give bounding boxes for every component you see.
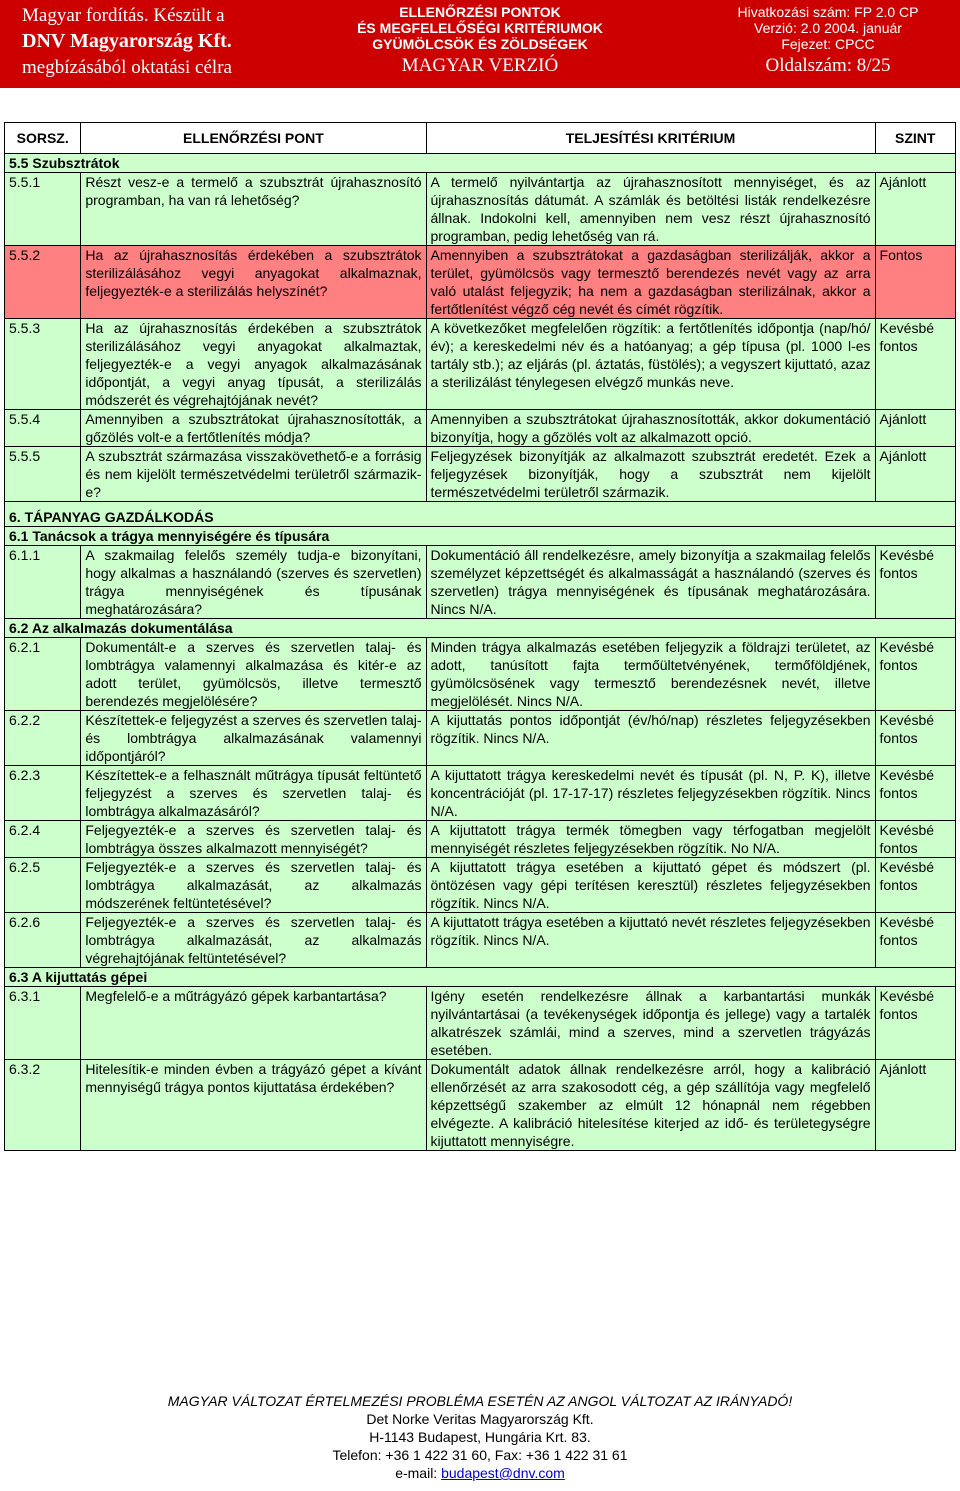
header-left-line2: DNV Magyarország Kft. — [22, 30, 232, 52]
header-right — [708, 4, 948, 78]
checklist-table — [4, 122, 956, 1151]
compliance-criterion: A kijuttatott trágya kereskedelmi nevét és típusát (pl. N, P. K), illetve koncentrációját (pl. 17-17-17) részletes feljegyzésekben rögzítik. Nincs N/A. — [426, 766, 875, 821]
level: Ajánlott — [875, 1060, 955, 1151]
table-row — [5, 319, 956, 410]
footer-company: Det Norke Veritas Magyarország Kft. — [366, 1411, 594, 1427]
control-point: Készítettek-e a felhasznált műtrágya típusát feltüntető feljegyzést a szerves és szervetlen talaj- és lombtrágya alkalmazásáról? — [81, 766, 426, 821]
table-row — [5, 410, 956, 447]
row-number: 5.5.4 — [5, 410, 81, 447]
section-row — [5, 968, 956, 987]
level: Ajánlott — [875, 173, 955, 246]
row-number: 5.5.3 — [5, 319, 81, 410]
footer-email-label: e-mail: — [395, 1465, 442, 1481]
compliance-criterion: Dokumentált adatok állnak rendelkezésre arról, hogy a kalibráció ellenőrzését az arra szakosodott cég, a gép szállítója vagy megfelelő képzettségű szakember az elmúlt 12 hónapnál nem régebben elvégezte. A kalibráció hitelesítése kiterjed az idő- és területegységre kijuttatott mennyiségre. — [426, 1060, 875, 1151]
table-row — [5, 821, 956, 858]
row-number: 6.3.2 — [5, 1060, 81, 1151]
footer-phone: Telefon: +36 1 422 31 60, Fax: +36 1 422 31 61 — [332, 1447, 628, 1463]
row-number: 5.5.1 — [5, 173, 81, 246]
control-point: A szakmailag felelős személy tudja-e bizonyítani, hogy alkalmas a használandó (szerves és szervetlen) trágya mennyiségének és típusának meghatározására? — [81, 546, 426, 619]
control-point: Ha az újrahasznosítás érdekében a szubsztrátok sterilizálásához vegyi anyagokat alkalmaznak, feljegyezték-e a sterilizálás helyszínét? — [81, 246, 426, 319]
level: Ajánlott — [875, 447, 955, 502]
section-title: 6.2 Az alkalmazás dokumentálása — [5, 619, 956, 638]
row-number: 6.2.2 — [5, 711, 81, 766]
row-number: 6.2.6 — [5, 913, 81, 968]
email-link[interactable]: budapest@dnv.com — [441, 1465, 565, 1481]
level: Kevésbé fontos — [875, 711, 955, 766]
table-row — [5, 173, 956, 246]
header-right-line2: Verzió: 2.0 2004. január — [754, 20, 902, 36]
control-point: Hitelesítik-e minden évben a trágyázó gépet a kívánt mennyiségű trágya pontos kijuttatása érdekében? — [81, 1060, 426, 1151]
section-row — [5, 502, 956, 527]
level: Kevésbé fontos — [875, 913, 955, 968]
table-row — [5, 1060, 956, 1151]
section-title: 5.5 Szubsztrátok — [5, 154, 956, 173]
control-point: Részt vesz-e a termelő a szubsztrát újrahasznosító programban, ha van rá lehetőség? — [81, 173, 426, 246]
compliance-criterion: A kijuttatott trágya esetében a kijuttató gépet és módszert (pl. öntözésen vagy gépi terítésen keresztül) részletes feljegyzésekben rögzítik. Nincs N/A. — [426, 858, 875, 913]
control-point: Feljegyezték-e a szerves és szervetlen talaj- és lombtrágya alkalmazását, az alkalmazás végrehajtójának feltüntetésével? — [81, 913, 426, 968]
header-right-line3: Fejezet: CPCC — [781, 36, 875, 52]
table-row — [5, 246, 956, 319]
footer-address: H-1143 Budapest, Hungária Krt. 83. — [369, 1429, 591, 1445]
level: Fontos — [875, 246, 955, 319]
footer-email-line — [0, 1464, 960, 1482]
compliance-criterion: A kijuttatott trágya esetében a kijuttató nevét részletes feljegyzésekben rögzítik. Nincs N/A. — [426, 913, 875, 968]
level: Kevésbé fontos — [875, 987, 955, 1060]
control-point: Dokumentált-e a szerves és szervetlen talaj- és lombtrágya valamennyi alkalmazása és kitér-e az adott terület, gyümölcsös, illetve termesztő berendezés megjelölésére? — [81, 638, 426, 711]
compliance-criterion: Igény esetén rendelkezésre állnak a karbantartási munkák nyilvántartásai (a tevékenységek időpontja és jellege) vagy a tartalék alkatrészek számlái, mind a szerves, mind a szervetlen trágyázás esetében. — [426, 987, 875, 1060]
table-row — [5, 766, 956, 821]
row-number: 6.2.1 — [5, 638, 81, 711]
compliance-criterion: Minden trágya alkalmazás esetében feljegyzik a földrajzi területet, az adott, tanúsított fajta termőültetvényének, termőföldjének, gyümölcsösének vagy termesztő berendezésnek nevét, illetve megjelölését. Nincs N/A. — [426, 638, 875, 711]
header-point: ELLENŐRZÉSI PONT — [81, 123, 426, 154]
header-right-line4: Oldalszám: 8/25 — [765, 55, 891, 76]
section-row — [5, 154, 956, 173]
control-point: Megfelelő-e a műtrágyázó gépek karbantartása? — [81, 987, 426, 1060]
header-left — [22, 4, 232, 80]
header-criterion: TELJESÍTÉSI KRITÉRIUM — [426, 123, 875, 154]
table-row — [5, 638, 956, 711]
table-row — [5, 987, 956, 1060]
section-row — [5, 527, 956, 546]
level: Kevésbé fontos — [875, 319, 955, 410]
row-number: 6.2.3 — [5, 766, 81, 821]
level: Kevésbé fontos — [875, 858, 955, 913]
compliance-criterion: A következőket megfelelően rögzítik: a fertőtlenítés időpontja (nap/hó/év); a kereskedelmi név és a hatóanyag; a gép típusa (pl. 1000 l-es tartály stb.); az eljárás (pl. áztatás, füstölés); a vegyszert kijuttató, azaz a sterilizálást ténylegesen elvégző munkás neve. — [426, 319, 875, 410]
row-number: 5.5.5 — [5, 447, 81, 502]
table-row — [5, 913, 956, 968]
header-num: SORSZ. — [5, 123, 81, 154]
header-center-line4: MAGYAR VERZIÓ — [401, 55, 559, 76]
compliance-criterion: Feljegyzések bizonyítják az alkalmazott szubsztrát eredetét. Ezek a feljegyzések bizonyítják, hogy a szubsztrát nem kijelölt természetvédelmi területről származik. — [426, 447, 875, 502]
level: Kevésbé fontos — [875, 821, 955, 858]
section-row — [5, 619, 956, 638]
header-center-line3: GYÜMÖLCSÖK ÉS ZÖLDSÉGEK — [372, 36, 588, 52]
control-point: Feljegyezték-e a szerves és szervetlen talaj- és lombtrágya összes alkalmazott mennyiségét? — [81, 821, 426, 858]
row-number: 6.2.4 — [5, 821, 81, 858]
level: Kevésbé fontos — [875, 766, 955, 821]
row-number: 6.3.1 — [5, 987, 81, 1060]
table-row — [5, 447, 956, 502]
header-center — [330, 4, 630, 78]
page-header — [0, 0, 960, 88]
compliance-criterion: Amennyiben a szubsztrátokat újrahasznosították, akkor dokumentáció bizonyítja, hogy a gőzölés volt az alkalmazott opció. — [426, 410, 875, 447]
compliance-criterion: Amennyiben a szubsztrátokat a gazdaságban sterilizálják, akkor a terület, gyümölcsös vagy termesztő berendezés nevét vagy az arra való utalást feljegyzik; ha nem a gazdaságban sterilizálnak, akkor a fertőtlenítést végző cég nevét és címét rögzítik. — [426, 246, 875, 319]
compliance-criterion: A termelő nyilvántartja az újrahasznosított mennyiséget, és az újrahasznosítás dátumát. A számlák és betöltési listák rendelkezésre állnak. Indokolni kell, amennyiben nem vesz részt újrahasznosító programban, pedig lehetőség van rá. — [426, 173, 875, 246]
section-title: 6. TÁPANYAG GAZDÁLKODÁS — [5, 502, 956, 527]
table-row — [5, 711, 956, 766]
row-number: 5.5.2 — [5, 246, 81, 319]
compliance-criterion: A kijuttatás pontos időpontját (év/hó/nap) részletes feljegyzésekben rögzítik. Nincs N/A. — [426, 711, 875, 766]
control-point: Feljegyezték-e a szerves és szervetlen talaj- és lombtrágya alkalmazását, az alkalmazás módszerének feltüntetésével? — [81, 858, 426, 913]
header-center-line1: ELLENŐRZÉSI PONTOK — [399, 4, 561, 20]
header-right-line1: Hivatkozási szám: FP 2.0 CP — [737, 4, 919, 20]
row-number: 6.2.5 — [5, 858, 81, 913]
control-point: A szubsztrát származása visszakövethető-e a forrásig és nem kijelölt természetvédelmi területről származik-e? — [81, 447, 426, 502]
footer-disclaimer: MAGYAR VÁLTOZAT ÉRTELMEZÉSI PROBLÉMA ESETÉN AZ ANGOL VÁLTOZAT AZ IRÁNYADÓ! — [167, 1393, 793, 1409]
table-header-row — [5, 123, 956, 154]
control-point: Készítettek-e feljegyzést a szerves és szervetlen talaj- és lombtrágya alkalmazásának valamennyi időpontjáról? — [81, 711, 426, 766]
control-point: Amennyiben a szubsztrátokat újrahasznosították, a gőzölés volt-e a fertőtlenítés módja? — [81, 410, 426, 447]
compliance-criterion: Dokumentáció áll rendelkezésre, amely bizonyítja a szakmailag felelős személyzet képzettségét és alkalmasságát a használandó (szerves és szervetlen) trágya mennyiségének és típusának meghatározására. Nincs N/A. — [426, 546, 875, 619]
section-title: 6.3 A kijuttatás gépei — [5, 968, 956, 987]
control-point: Ha az újrahasznosítás érdekében a szubsztrátok sterilizálásához vegyi anyagokat alkalmaztak, feljegyezték-e a vegyi anyagok alkalmazásának időpontját, a vegyi anyag típusát, a sterilizálás módszerét és végrehajtójának nevét? — [81, 319, 426, 410]
page-footer — [0, 1392, 960, 1482]
level: Ajánlott — [875, 410, 955, 447]
header-level: SZINT — [875, 123, 955, 154]
compliance-criterion: A kijuttatott trágya termék tömegben vagy térfogatban megjelölt mennyiségét részletes feljegyzésekben rögzítik. No N/A. — [426, 821, 875, 858]
table-row — [5, 858, 956, 913]
header-left-line1: Magyar fordítás. Készült a — [22, 5, 225, 26]
level: Kevésbé fontos — [875, 638, 955, 711]
section-title: 6.1 Tanácsok a trágya mennyiségére és típusára — [5, 527, 956, 546]
header-center-line2: ÉS MEGFELELŐSÉGI KRITÉRIUMOK — [357, 20, 603, 36]
table-row — [5, 546, 956, 619]
row-number: 6.1.1 — [5, 546, 81, 619]
level: Kevésbé fontos — [875, 546, 955, 619]
header-left-line3: megbízásából oktatási célra — [22, 57, 232, 78]
